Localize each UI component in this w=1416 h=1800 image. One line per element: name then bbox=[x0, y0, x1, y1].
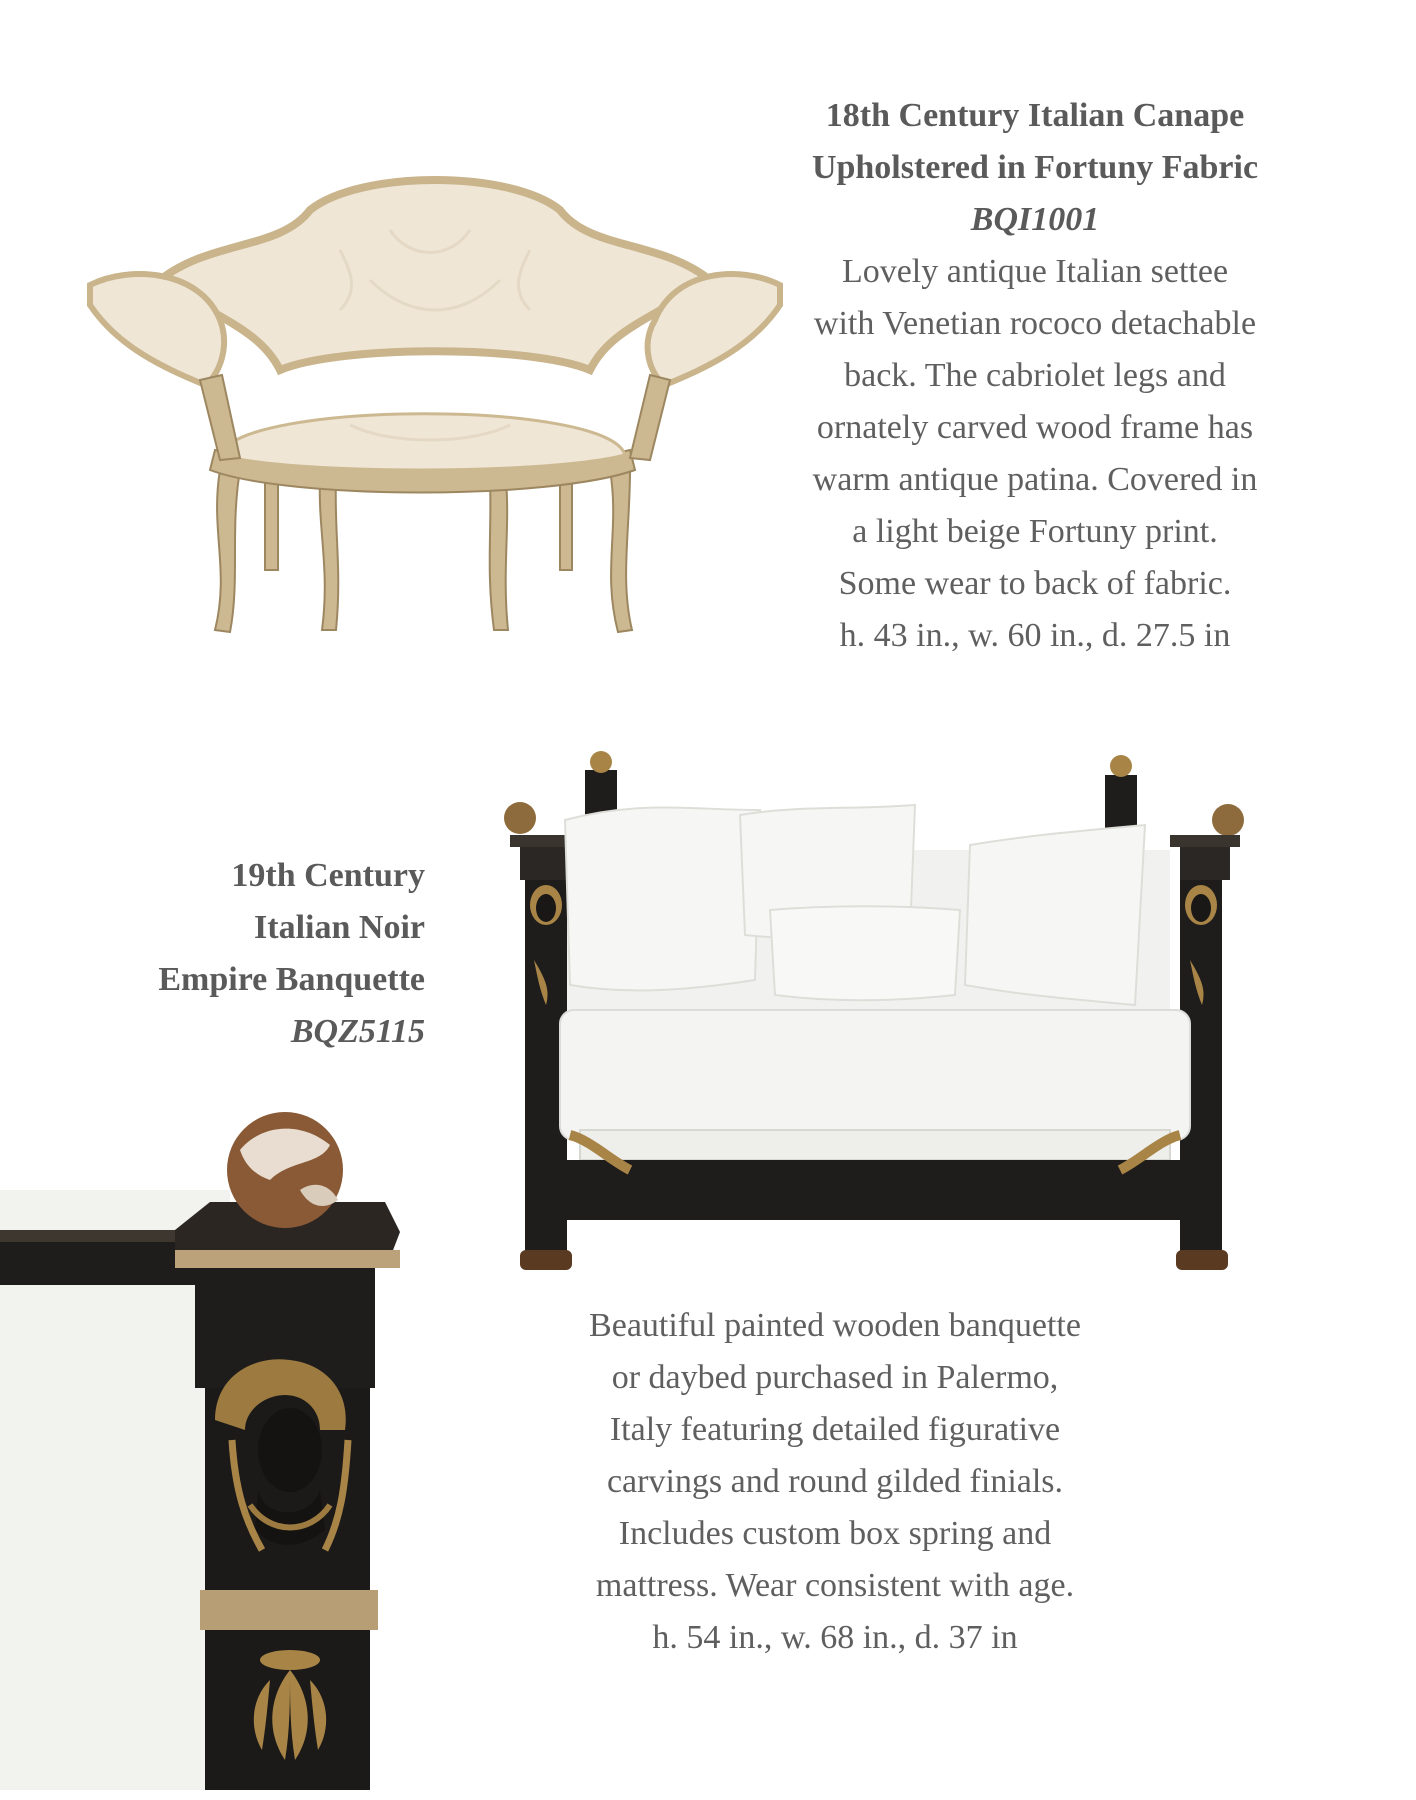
banquette-photo bbox=[490, 740, 1250, 1280]
canape-desc-line-5: warm antique patina. Covered in bbox=[812, 461, 1258, 498]
canape-desc-line-4: ornately carved wood frame has bbox=[816, 409, 1254, 446]
canape-desc-line-7: Some wear to back of fabric. bbox=[838, 565, 1232, 602]
canape-sku: BQI1001 bbox=[970, 201, 1100, 238]
canape-title-line-1: 18th Century Italian Canape bbox=[825, 97, 1245, 134]
banquette-detail-photo bbox=[0, 1110, 400, 1790]
banquette-desc-line-5: Includes custom box spring and bbox=[618, 1515, 1052, 1552]
canape-desc-line-3: back. The cabriolet legs and bbox=[844, 357, 1226, 394]
banquette-title-line-2: Italian Noir bbox=[254, 909, 425, 946]
banquette-sku: BQZ5115 bbox=[290, 1013, 425, 1050]
banquette-desc-line-6: mattress. Wear consistent with age. bbox=[595, 1567, 1075, 1604]
canape-text-block bbox=[775, 90, 1295, 662]
canape-photo bbox=[90, 170, 790, 650]
canape-desc-line-1: Lovely antique Italian settee bbox=[841, 253, 1229, 290]
banquette-title-block bbox=[80, 850, 425, 1058]
canape-title-line-2: Upholstered in Fortuny Fabric bbox=[811, 149, 1259, 186]
banquette-desc-block bbox=[555, 1300, 1115, 1664]
canape-dimensions: h. 43 in., w. 60 in., d. 27.5 in bbox=[839, 617, 1231, 654]
banquette-desc-line-4: carvings and round gilded finials. bbox=[606, 1463, 1064, 1500]
banquette-title-line-1: 19th Century bbox=[231, 857, 425, 894]
canape-desc-line-6: a light beige Fortuny print. bbox=[852, 513, 1218, 550]
banquette-desc-line-3: Italy featuring detailed figurative bbox=[609, 1411, 1061, 1448]
canape-desc-line-2: with Venetian rococo detachable bbox=[813, 305, 1257, 342]
banquette-dimensions: h. 54 in., w. 68 in., d. 37 in bbox=[652, 1619, 1018, 1656]
banquette-desc-line-2: or daybed purchased in Palermo, bbox=[611, 1359, 1059, 1396]
banquette-title-line-3: Empire Banquette bbox=[158, 961, 425, 998]
banquette-desc-line-1: Beautiful painted wooden banquette bbox=[589, 1307, 1081, 1344]
